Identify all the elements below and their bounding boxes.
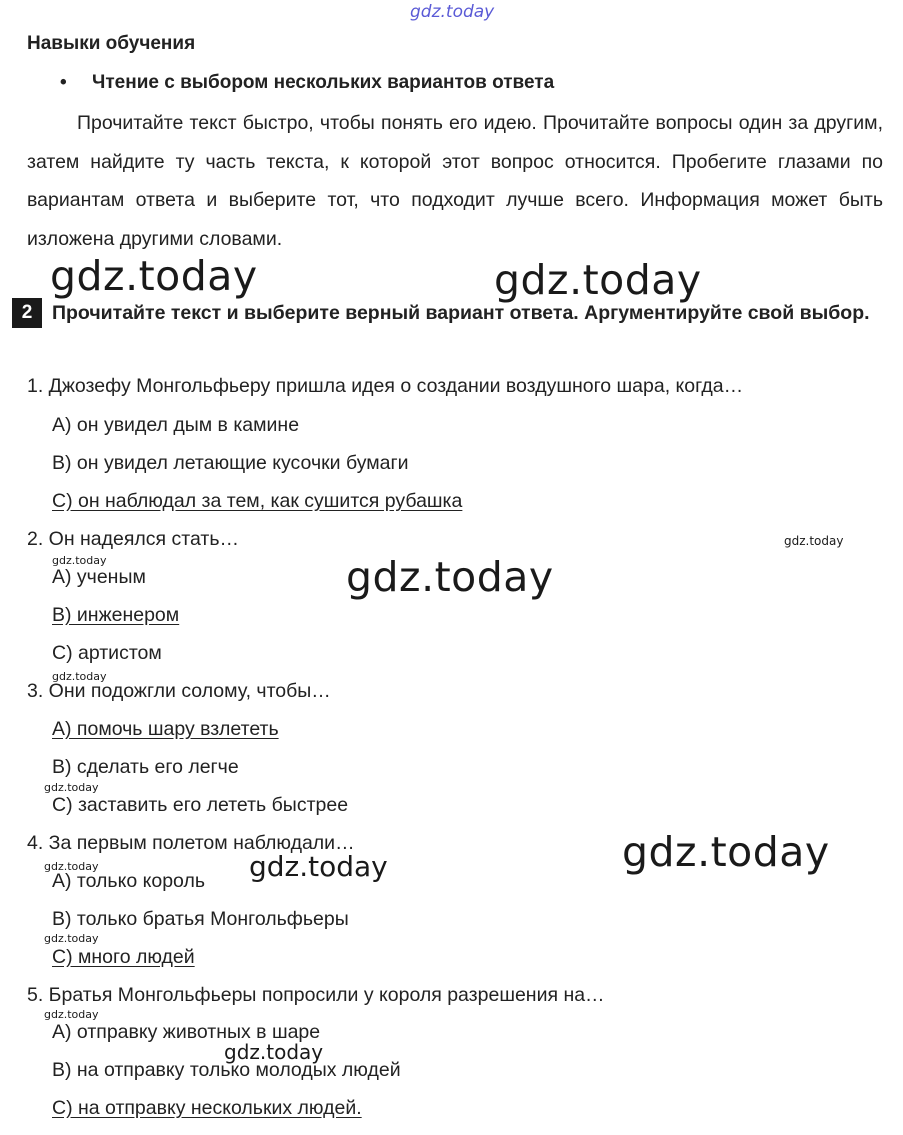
answer-option: В) на отправку только молодых людей bbox=[52, 1059, 401, 1081]
question: 5. Братья Монгольфьеры попросили у короля разрешения на… bbox=[27, 984, 605, 1006]
watermark: gdz.today bbox=[52, 554, 107, 567]
answer-option: С) заставить его лететь быстрее bbox=[52, 794, 349, 816]
watermark: gdz.today bbox=[494, 256, 702, 304]
bullet-dot-icon: • bbox=[60, 72, 67, 93]
task-number-badge: 2 bbox=[12, 298, 42, 328]
question: 2. Он надеялся стать… bbox=[27, 528, 240, 550]
answer-option: В) он увидел летающие кусочки бумаги bbox=[52, 452, 409, 474]
answer-option: В) сделать его легче bbox=[52, 756, 239, 778]
answer-option-selected: С) на отправку нескольких людей. bbox=[52, 1097, 362, 1119]
bullet-item bbox=[60, 72, 554, 94]
answer-option: С) артистом bbox=[52, 642, 162, 664]
watermark: gdz.today bbox=[784, 534, 844, 548]
watermark: gdz.today bbox=[44, 781, 99, 794]
watermark: gdz.today bbox=[52, 670, 107, 683]
task-text: Прочитайте текст и выберите верный вариант ответа. Аргументируйте свой выбор. bbox=[52, 302, 870, 324]
answer-option-selected: С) он наблюдал за тем, как сушится рубашка bbox=[52, 490, 463, 512]
answer-option: В) только братья Монгольфьеры bbox=[52, 908, 349, 930]
question: 1. Джозефу Монгольфьеру пришла идея о создании воздушного шара, когда… bbox=[27, 375, 744, 397]
answer-option-selected: С) много людей bbox=[52, 946, 195, 968]
answer-option: А) только король bbox=[52, 870, 205, 892]
question: 3. Они подожгли солому, чтобы… bbox=[27, 680, 331, 702]
answer-option: А) ученым bbox=[52, 566, 146, 588]
watermark: gdz.today bbox=[224, 1040, 324, 1064]
question: 4. За первым полетом наблюдали… bbox=[27, 832, 355, 854]
answer-option: А) он увидел дым в камине bbox=[52, 414, 300, 436]
watermark: gdz.today bbox=[44, 1008, 99, 1021]
section-heading: Навыки обучения bbox=[27, 33, 196, 54]
bullet-text: Чтение с выбором нескольких вариантов ответа bbox=[92, 72, 555, 93]
answer-option: А) отправку животных в шаре bbox=[52, 1021, 321, 1043]
watermark: gdz.today bbox=[346, 553, 554, 601]
watermark-top: gdz.today bbox=[410, 2, 495, 22]
answer-option-selected: А) помочь шару взлететь bbox=[52, 718, 279, 740]
watermark: gdz.today bbox=[44, 860, 99, 873]
instruction-paragraph: Прочитайте текст быстро, чтобы понять его идею. Прочитайте вопросы один за другим, затем найдите ту часть текста, к которой этот вопрос относится. Пробегите глазами по вариантам ответа и выберите тот, что подходит лучше всего. Информация может быть изложена другими словами. bbox=[27, 112, 883, 250]
answer-option-selected: В) инженером bbox=[52, 604, 180, 626]
watermark: gdz.today bbox=[50, 252, 258, 300]
watermark: gdz.today bbox=[249, 850, 388, 883]
watermark: gdz.today bbox=[44, 932, 99, 945]
watermark: gdz.today bbox=[622, 828, 830, 876]
